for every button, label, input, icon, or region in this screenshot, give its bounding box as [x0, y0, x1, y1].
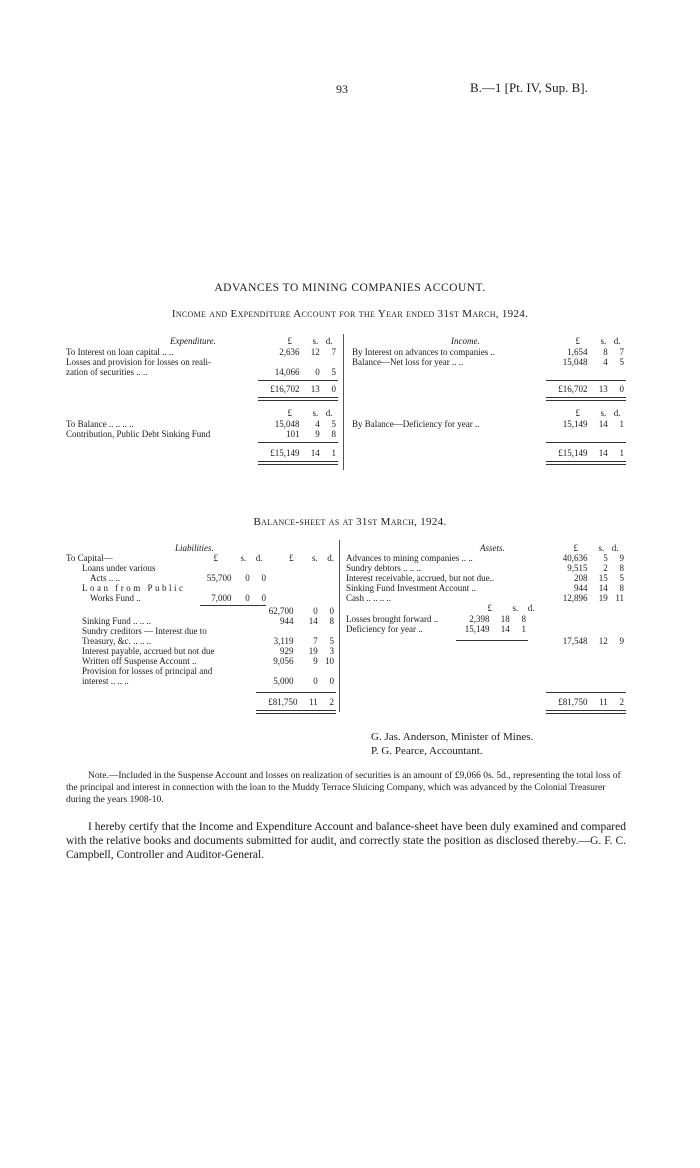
total-pounds: 62,700	[268, 606, 294, 616]
row-pounds: 7,000	[211, 593, 232, 603]
outer-shilling: s.	[311, 553, 318, 563]
col-shilling: s.	[600, 336, 607, 346]
row-pounds: 208	[574, 573, 588, 583]
ie-left-row	[66, 367, 336, 377]
total-pounds: £16,702	[270, 384, 300, 394]
ie-left-double-rule	[258, 397, 338, 401]
bs-right-col-headers	[564, 543, 619, 553]
ie-left-col-headers-2	[278, 408, 333, 418]
row-text: Cash .. .. .. ..	[346, 593, 391, 603]
row-pence: 8	[329, 616, 334, 626]
row-pence: 8	[521, 614, 526, 624]
signature-minister: G. Jas. Anderson, Minister of Mines.	[371, 731, 534, 743]
col-shilling: s.	[598, 543, 605, 553]
row-shillings: 9	[315, 429, 320, 439]
ie-right-row-2	[352, 419, 624, 429]
row-shillings: 0	[245, 573, 250, 583]
ie-heading: Income and Expenditure Account for the Year ended 31st March, 1924.	[171, 308, 529, 320]
row-pence: 5	[331, 367, 336, 377]
col-pence: d.	[611, 543, 619, 553]
bs-loss-subtotal-rule	[456, 640, 528, 641]
row-shillings: 4	[603, 357, 608, 367]
ie-left-row-2	[66, 429, 336, 439]
row-text: To Interest on loan capital .. ..	[66, 347, 174, 357]
row-pence: 0	[329, 676, 334, 686]
total-pounds: £81,750	[558, 697, 588, 707]
bs-asset-row	[346, 553, 624, 563]
auditor-certificate: I hereby certify that the Income and Expenditure Account and balance-sheet have been duly examined and compared with the relative books and documents submitted for audit, and correctly state the position as disclosed thereby.—G. F. C. Campbell, Controller and Auditor-General.	[66, 821, 626, 861]
ie-right-double-rule	[546, 397, 626, 401]
row-pence: 5	[329, 636, 334, 646]
bs-left-rule	[256, 692, 336, 693]
row-pence: 0	[261, 573, 266, 583]
capital-item-line1: Loans under various	[82, 563, 156, 573]
ie-left-rule	[258, 380, 338, 381]
ie-right-rule	[546, 380, 626, 381]
col-pound: £	[287, 408, 292, 418]
ie-right-double-rule-2	[546, 461, 626, 465]
row-pence: 1	[619, 419, 624, 429]
bs-heading: Balance-sheet as at 31st March, 1924.	[253, 516, 447, 528]
row-pounds: 9,056	[273, 656, 294, 666]
row-text: Deficiency for year ..	[346, 624, 423, 634]
row-text: Sinking Fund Investment Account ..	[346, 583, 476, 593]
row-pounds: 14,066	[274, 367, 300, 377]
row-pence: 5	[619, 573, 624, 583]
ie-right-rule-2	[546, 442, 626, 443]
inner-shilling: s.	[512, 603, 519, 613]
col-pound: £	[575, 336, 580, 346]
document-title: ADVANCES TO MINING COMPANIES ACCOUNT.	[214, 282, 486, 294]
col-pound: £	[287, 336, 292, 346]
row-pence: 8	[619, 583, 624, 593]
row-pence: 0	[261, 593, 266, 603]
bs-liability-row	[82, 656, 334, 666]
total-pounds: 17,548	[562, 636, 588, 646]
row-pounds: 944	[574, 583, 588, 593]
total-shillings: 0	[313, 606, 318, 616]
row-text: Sundry debtors .. .. ..	[346, 563, 421, 573]
row-text: Contribution, Public Debt Sinking Fund	[66, 429, 211, 439]
total-shillings: 12	[598, 636, 608, 646]
outer-pence: d.	[327, 553, 334, 563]
row-pounds: 2,636	[279, 347, 300, 357]
row-pounds: 3,119	[273, 636, 294, 646]
row-shillings: 14	[500, 624, 510, 634]
bs-divider	[339, 540, 340, 712]
total-pounds: £15,149	[270, 448, 300, 458]
ie-left-row-2	[66, 419, 336, 429]
inner-pence: d.	[527, 603, 535, 613]
row-pence: 7	[331, 347, 336, 357]
row-pounds: 15,048	[562, 357, 588, 367]
row-shillings: 18	[500, 614, 510, 624]
outer-pound: £	[289, 553, 294, 563]
row-shillings: 15	[598, 573, 608, 583]
row-text: Treasury, &c. .. .. ..	[82, 636, 152, 646]
bs-loss-row	[346, 614, 526, 624]
row-pence: 5	[331, 419, 336, 429]
total-shillings: 11	[599, 697, 608, 707]
row-pounds: 55,700	[206, 573, 232, 583]
inner-shilling: s.	[240, 553, 247, 563]
row-pence: 1	[521, 624, 526, 634]
row-pence: 7	[619, 347, 624, 357]
bs-left-double-rule	[256, 710, 336, 714]
row-text: Interest receivable, accrued, but not due..	[346, 573, 495, 583]
total-pounds: £15,149	[558, 448, 588, 458]
row-pence: 5	[619, 357, 624, 367]
row-pence: 9	[619, 553, 624, 563]
row-pounds: 40,636	[562, 553, 588, 563]
capital-subtotal-rule	[200, 605, 266, 606]
ie-expenditure-caption: Expenditure.	[170, 336, 216, 346]
ie-right-row	[352, 357, 624, 367]
row-text: By Interest on advances to companies ..	[352, 347, 495, 357]
row-pounds: 9,515	[567, 563, 588, 573]
bs-liability-row	[82, 616, 334, 626]
capital-item-line2	[90, 593, 266, 603]
col-pound: £	[575, 408, 580, 418]
row-pounds: 929	[280, 646, 294, 656]
row-shillings: 14	[598, 583, 608, 593]
total-shillings: 13	[598, 384, 608, 394]
bs-asset-row	[346, 593, 624, 603]
row-shillings: 4	[315, 419, 320, 429]
note-paragraph: Note.—Included in the Suspense Account and losses on realization of securities is an amount of £9,066 0s. 5d., representing the total loss of the principal and interest in connection with the loan to the Muddy Terrace Sluicing Company, which was advanced by the Colonial Treasurer during the years 1908-10.	[66, 771, 621, 805]
col-shilling: s.	[312, 408, 319, 418]
capital-item-line2	[90, 573, 266, 583]
row-pounds: 2,398	[469, 614, 490, 624]
page-number: 93	[336, 82, 348, 96]
inner-pence: d.	[255, 553, 263, 563]
ie-left-rule-2	[258, 442, 338, 443]
total-shillings: 14	[598, 448, 608, 458]
total-shillings: 14	[310, 448, 320, 458]
bs-loss-inner-headers	[480, 603, 535, 613]
row-shillings: 2	[603, 563, 608, 573]
capital-item-line1: Loan from Public	[82, 583, 186, 593]
total-pounds: £81,750	[268, 697, 298, 707]
row-text: interest .. .. ..	[82, 676, 129, 686]
row-pounds: 5,000	[273, 676, 294, 686]
row-text: Acts .. ..	[90, 573, 120, 583]
ie-left-row: Losses and provision for losses on reali-	[66, 357, 211, 367]
capital-label: To Capital—	[66, 553, 113, 563]
row-shillings: 5	[603, 553, 608, 563]
row-text: Sinking Fund .. .. ..	[82, 616, 152, 626]
col-pence: d.	[325, 336, 333, 346]
row-shillings: 14	[308, 616, 318, 626]
col-pence: d.	[325, 408, 333, 418]
total-pence: 0	[331, 384, 336, 394]
row-shillings: 12	[310, 347, 320, 357]
col-pound: £	[573, 543, 578, 553]
total-pence: 2	[619, 697, 624, 707]
row-text: zation of securities .. ..	[66, 367, 148, 377]
row-shillings: 9	[313, 656, 318, 666]
bs-liability-row: Provision for losses of principal and	[82, 666, 213, 676]
row-pounds: 15,048	[274, 419, 300, 429]
total-pence: 0	[619, 384, 624, 394]
col-shilling: s.	[312, 336, 319, 346]
ie-divider	[343, 334, 344, 470]
ie-right-row	[352, 347, 624, 357]
page-reference: B.—1 [Pt. IV, Sup. B].	[470, 80, 588, 95]
bs-asset-row	[346, 583, 624, 593]
row-text: Written off Suspense Account ..	[82, 656, 197, 666]
row-text: Balance—Net loss for year .. ..	[352, 357, 464, 367]
row-text: Losses brought forward ..	[346, 614, 439, 624]
inner-pound: £	[213, 553, 218, 563]
row-pence: 3	[329, 646, 334, 656]
row-text: By Balance—Deficiency for year ..	[352, 419, 480, 429]
row-text: Interest payable, accrued but not due	[82, 646, 215, 656]
row-text: Works Fund ..	[90, 593, 141, 603]
signature-accountant: P. G. Pearce, Accountant.	[371, 745, 483, 757]
row-shillings: 8	[603, 347, 608, 357]
total-pence: 0	[329, 606, 334, 616]
row-pence: 8	[331, 429, 336, 439]
total-pence: 1	[331, 448, 336, 458]
row-pounds: 101	[286, 429, 300, 439]
bs-liability-row	[82, 676, 334, 686]
row-shillings: 0	[245, 593, 250, 603]
total-pounds: £16,702	[558, 384, 588, 394]
ie-left-double-rule-2	[258, 461, 338, 465]
row-pounds: 944	[280, 616, 294, 626]
ie-right-col-headers	[566, 336, 621, 346]
bs-loss-row	[346, 624, 526, 634]
row-pounds: 12,896	[562, 593, 588, 603]
bs-liabilities-caption: Liabilities.	[175, 543, 214, 553]
bs-right-double-rule	[546, 710, 626, 714]
col-pence: d.	[613, 408, 621, 418]
row-pence: 10	[325, 656, 334, 666]
row-pence: 11	[615, 593, 624, 603]
bs-asset-row	[346, 573, 624, 583]
ie-left-row	[66, 347, 336, 357]
bs-liability-row	[82, 646, 334, 656]
row-shillings: 7	[313, 636, 318, 646]
bs-assets-caption: Assets.	[480, 543, 505, 553]
total-pence: 9	[619, 636, 624, 646]
bs-right-rule	[546, 692, 626, 693]
row-pounds: 1,654	[567, 347, 588, 357]
row-shillings: 19	[308, 646, 318, 656]
row-shillings: 19	[598, 593, 608, 603]
ie-right-col-headers-2	[566, 408, 621, 418]
row-shillings: 0	[315, 367, 320, 377]
row-text: To Balance .. .. .. ..	[66, 419, 134, 429]
col-pence: d.	[613, 336, 621, 346]
col-shilling: s.	[600, 408, 607, 418]
bs-capital-header-row	[66, 553, 334, 563]
bs-liability-row: Sundry creditors — Interest due to	[82, 626, 207, 636]
total-shillings: 11	[309, 697, 318, 707]
total-pence: 1	[619, 448, 624, 458]
ie-income-caption: Income.	[451, 336, 480, 346]
bs-liability-row	[82, 636, 334, 646]
row-pence: 8	[619, 563, 624, 573]
row-pounds: 15,149	[562, 419, 588, 429]
ie-left-col-headers	[278, 336, 333, 346]
total-shillings: 13	[310, 384, 320, 394]
bs-asset-row	[346, 563, 624, 573]
inner-pound: £	[487, 603, 492, 613]
row-pounds: 15,149	[464, 624, 490, 634]
row-shillings: 14	[598, 419, 608, 429]
row-text: Advances to mining companies .. ..	[346, 553, 473, 563]
total-pence: 2	[329, 697, 334, 707]
row-shillings: 0	[313, 676, 318, 686]
